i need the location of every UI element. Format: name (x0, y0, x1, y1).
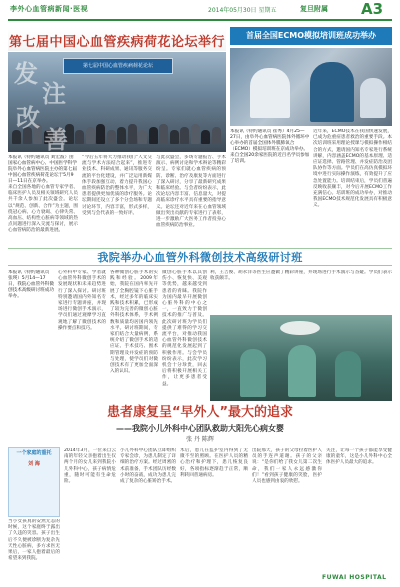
story2-column-2 (313, 129, 392, 245)
story4-body: 小儿外科中心团队立即组织专家会诊，为患儿制定了详细的治疗方案。经过周密的术前准备，手术团队历经数小时的奋战，成功为患儿完成了复杂的心脏矫治手术。 (120, 448, 176, 485)
audience-figure (96, 124, 105, 144)
audience-figure (107, 130, 116, 144)
photo-figure (360, 78, 386, 118)
photo-surgeon (240, 349, 266, 397)
calligraphy-char: 改 (16, 104, 40, 132)
story3-body: 微创心脏手术以其创伤小、恢复快、美观等优势，越来越受到患者的青睐。我院作为国内最早开展微创心脏外科的中心之一，一直致力于微创技术的推广与普及。此次研讨班为学员们提供了难得的学习交流平台，对推动我国心血管外科微创技术的规范化发展起到了积极作用。与会学员纷纷表示，此次学习机会十分珍贵，回去后将积极开展相关工作，让更多患者受益。 (162, 270, 207, 387)
story3-column-5 (210, 270, 392, 313)
photo-surgeon (288, 345, 316, 397)
story4-column-4 (252, 448, 322, 583)
story2-block (230, 27, 392, 126)
page-header (0, 0, 400, 22)
calligraphy-char: 注 (42, 80, 66, 108)
story3-surgery-photo (210, 315, 392, 401)
story1-body: 与此次盛会，多场专题报告、手术演示、病例讨论和学术辩论等精彩纷呈。专家们就心血管疾病的预防、诊断、治疗及康复等方面进行了深入研讨，分享了最新研究成果和临床经验。与会者纷纷表示，此次论坛内容丰富、信息量大，对提高临床诊疗水平具有重要的指导意义。论坛还对近年来在心血管领域做出突出贡献的专家进行了表彰，进一步激励广大医务工作者投身心血管疾病防治事业。 (156, 155, 226, 229)
calligraphy-char: 发 (14, 60, 38, 88)
story3-body: 各种微创心脏手术的实践和经验。2009年始，我院在国内率先开展了全胸腔镜下心脏手术，经过多年的临床实践和技术积累，已形成了较为完善的微创心脏外科技术体系，手术例数和质量均居国内领先水平。研讨班期间，专家们结合大量病例，系统介绍了微创手术的适应证、手术技巧、围术期管理及并发症的预防与处理，使学员们对微创技术有了更加全面深入的认识。 (110, 270, 158, 375)
audience-figure (149, 127, 158, 144)
audience-figure (159, 124, 168, 144)
audience-figure (180, 127, 189, 144)
audience-figure (128, 124, 137, 144)
photo-figure (310, 62, 354, 122)
story4-sidebar-box (8, 447, 60, 517)
story1-caption: 本报讯（特约通讯员 刘宏波）由国家心血管病中心、中国医学科学院阜外心血管病医院主办的第七届中国心血管疾病荷花论坛于5月9日—11日在京举办。 (8, 155, 77, 184)
story3-body: 心外科中专家、学者就心血管外科微创手术的发展现状和未来趋势进行了深入探讨。研讨班特别邀请国内外知名专家进行专题讲座，并现场进行微创手术演示，学员们通过观摩学习直观地了解了微创技术的操作要点和技巧。 (58, 270, 106, 331)
story4-column-2 (120, 448, 176, 583)
story4-body: 出院那天，孩子的父母拉着医护人员的手连声道谢。孩子的父亲说：“是你们给了我女儿第二次生命，我们一家人永远感激你们！”看到孩子健康的笑脸，医护人员也感到由衷的欣慰。 (252, 448, 322, 485)
edition-label: 复旦附属 (300, 5, 328, 13)
story1-headline: 第七届中国心血管疾病荷花论坛举行 (8, 35, 225, 50)
story3-column-4 (162, 270, 207, 400)
calligraphy-char: 善 (44, 126, 68, 154)
audience-figure (117, 127, 126, 144)
vertical-calligraphy (8, 52, 78, 152)
story3-headline-banner (8, 248, 392, 266)
story1-column-3 (156, 155, 226, 245)
story1-column-2 (82, 155, 152, 245)
audience-figure (212, 127, 221, 144)
story4-body: 术后，患儿在监护室内得到了无微不至的照顾。在医护人员的精心治疗和护理下，患儿恢复良好，各项指标逐渐趋于正常，顺利转回普通病房。 (180, 448, 248, 478)
story3-column-2 (58, 270, 106, 400)
story3-caption: 本报讯（特约通讯员 张瑛）5月14—17日，我院心血管外科微创技术高级研讨班成功举办。 (8, 270, 54, 299)
story2-column-1 (230, 129, 310, 245)
story3-column-1 (8, 270, 54, 400)
story4-body: 当小女孩真的安然无恙的时候，这个家庭终于露出了久违的笑容。孩子出生后不久便被诊断为复杂先天性心脏病，多方求医无果后，一家人抱着最后的希望来到我院。 (8, 519, 60, 562)
story1-headline-banner (8, 27, 226, 51)
story1-body: 来自全国各地的心血管专家学者、临床医护人员及相关领域研究人员共千余人参加了此次盛会。论坛以“规范、创新、合作”为主题，围绕冠心病、心力衰竭、心律失常、高血压、结构性心脏病等领域的热点问题进行深入交流与探讨，展示心血管病防治的最新进展。 (8, 185, 78, 234)
story4-headline-block (8, 405, 392, 445)
page-number: A3 (360, 0, 384, 18)
section-name: 李外心血管病新闻·医视 (10, 5, 89, 13)
sidebar-title: 一个家庭的重托 (16, 450, 52, 456)
story3-body: 利，王吉俊、胡永洋等医生应邀做了精彩讲座，并现场进行手术演示与答疑。学员们表示收获颇丰。 (210, 270, 392, 282)
stage-screen-text: 第七届中国心血管疾病荷花论坛 (82, 63, 153, 69)
story4-column-3 (180, 448, 248, 583)
story4-body: 2014年3月，一位来自云南的年轻父亲抱着出生仅两个月的女儿来到我院小儿外科中心，孩子病情危重，随时可能有生命危险。 (64, 448, 116, 485)
footer-logo: FUWAI HOSPITAL (322, 574, 387, 581)
audience-figure (191, 124, 200, 144)
story2-caption: 本报讯（特约通讯员 崔秀）4月25—27日，由阜外心血管病医院体外循环中心举办的首届全国体外膜肺氧合（ECMO）模拟培训班在京成功举办。来自全国20余家医院的近百名学员参加了培训。 (230, 129, 310, 164)
story2-body: 近年来，ECMO技术在我国快速发展，已成为危重症患者救治的重要手段。本次培训班采用理论授课与模拟操作相结合的方式，邀请国内知名专家进行系统讲解，内容涵盖ECMO的基本原理、适应证选择、管路管理、并发症防治及团队协作等方面。学员们在高仿真模拟环境中进行实际操作演练，有效提升了应急处置能力。培训结束后，学员们普遍反映收获颇丰，对今后开展ECMO工作充满信心。培训班的成功举办，对推动我国ECMO技术规范化发展具有积极意义。 (313, 129, 392, 209)
story2-headline: 首届全国ECMO模拟培训班成功举办 (230, 27, 392, 45)
audience-figure (201, 130, 210, 144)
story4-column-1 (64, 448, 116, 583)
audience-figure (170, 130, 179, 144)
audience-figure (86, 127, 95, 144)
surgical-lamp (280, 321, 320, 335)
photo-surgeon (335, 351, 361, 397)
story4-body: 关注，让每一个孩子都能享受健康的童年，这是小儿外科中心全体医护人员最大的追求。 (326, 448, 392, 466)
issue-date: 2014年05月30日 星期五 (208, 7, 277, 14)
sidebar-name: 刘 海 (28, 461, 40, 467)
story3-headline: 我院举办心血管外科微创技术高级研讨班 (97, 251, 303, 264)
stage-screen (63, 58, 173, 74)
story1-body: “今后五年将大力推动我们“人文交流与学术方法结合起来”，推进专业技术、科研成果、通讯等服务交流的平台化建设，并广泛运用新媒体手段加强互动，着力提升我国心血管疾病防治的整体水平，为广大患者提供更加优质的诊疗服务。论坛期间还设立了多个分会场和专题讨论环节，内容丰富，形式多样，受到与会代表的一致好评。 (82, 155, 152, 216)
story4-byline: 张 丹 陈辉 (186, 436, 214, 443)
audience-figure (138, 130, 147, 144)
header-rule (8, 19, 392, 21)
story3-column-3 (110, 270, 158, 400)
story1-column-1 (8, 155, 78, 245)
story4-subhead: ——我院小儿外科中心团队救助大阳先心病女婴 (116, 424, 284, 433)
story4-column-5 (326, 448, 392, 570)
story4-headline: 患者康复呈“早外人”最大的追求 (106, 405, 294, 420)
story4-column-0 (8, 519, 60, 583)
story2-photo (230, 48, 392, 126)
photo-figure (250, 68, 290, 118)
